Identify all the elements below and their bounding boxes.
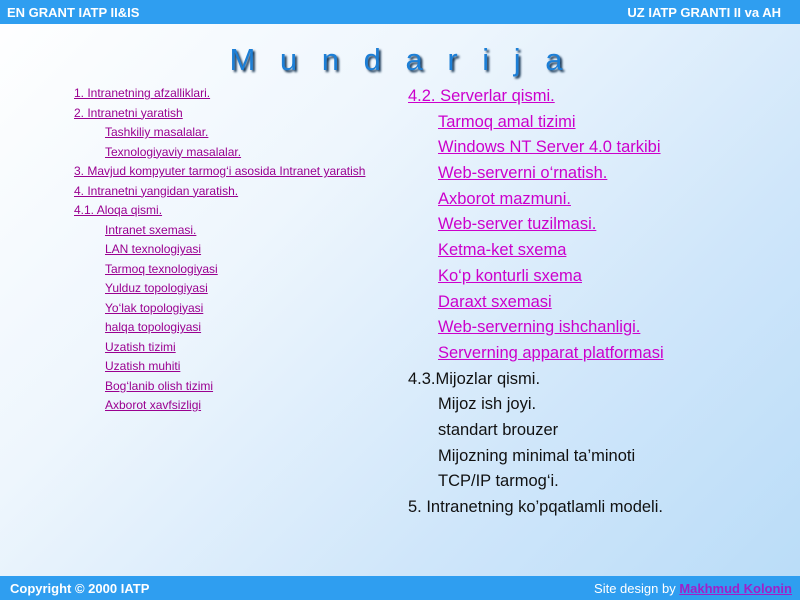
design-credit-prefix: Site design by	[594, 581, 680, 596]
toc-left-link[interactable]: Yulduz topologiyasi	[105, 281, 208, 295]
toc-left-link[interactable]: 1. Intranetning afzalliklari.	[74, 86, 211, 100]
toc-right-text: Mijoz ish joyi.	[438, 395, 537, 414]
toc-right-link[interactable]: Serverning apparat platformasi	[438, 343, 664, 362]
toc-left-link[interactable]: Intranet sxemasi.	[105, 222, 197, 237]
toc-right-link[interactable]: Axborot mazmuni.	[438, 189, 571, 208]
toc-left-link[interactable]: 4. Intranetni yangidan yaratish.	[74, 183, 239, 198]
toc-right-text: 5. Intranetning ko’pqatlamli modeli.	[408, 498, 663, 516]
toc-right-link[interactable]: Windows NT Server 4.0 tarkibi	[438, 138, 661, 157]
toc-left-link[interactable]: Tashkiliy masalalar.	[105, 125, 209, 139]
toc-left-link[interactable]: Uzatish muhiti	[105, 359, 181, 373]
toc-left-link[interactable]: 2. Intranetni yaratish	[74, 105, 183, 120]
toc-left-link[interactable]: Tarmoq texnologiyasi	[105, 261, 218, 276]
toc-right-link[interactable]: Ketma-ket sxema	[438, 241, 567, 260]
toc-right-link[interactable]: Web-serverni o‘rnatish.	[438, 164, 608, 183]
toc-right-link[interactable]: Web-server tuzilmasi.	[438, 215, 597, 234]
toc-right-link[interactable]: 4.2. Serverlar qismi.	[408, 87, 555, 105]
toc-right-text: TCP/IP tarmog‘i.	[438, 472, 559, 491]
footer-bar	[0, 576, 800, 600]
copyright-text: Copyright © 2000 IATP	[10, 581, 150, 596]
toc-left-link[interactable]: Uzatish tizimi	[105, 339, 176, 354]
page-title: M u n d a r i j a	[229, 42, 571, 77]
toc-left-link[interactable]: 3. Mavjud kompyuter tarmog‘i asosida Intranet yaratish	[74, 164, 366, 178]
toc-right-column	[408, 86, 788, 523]
toc-left-link[interactable]: Texnologiyaviy masalalar.	[105, 144, 242, 159]
toc-right-link[interactable]: Web-serverning ishchanligi.	[438, 318, 641, 337]
toc-right-link[interactable]: Daraxt sxemasi	[438, 292, 552, 311]
toc-left-column	[74, 86, 394, 418]
toc-left-link[interactable]: 4.1. Aloqa qismi.	[74, 203, 163, 217]
toc-right-text: 4.3.Mijozlar qismi.	[408, 369, 541, 388]
toc-left-link[interactable]: Bog‘lanib olish tizimi	[105, 378, 214, 393]
header-bar	[0, 0, 800, 24]
toc-right-link[interactable]: Tarmoq amal tizimi	[438, 112, 576, 131]
header-left-text: EN GRANT IATP II&IS	[7, 5, 140, 20]
toc-left-link[interactable]: LAN texnologiyasi	[105, 242, 202, 256]
toc-left-link[interactable]: Yo‘lak topologiyasi	[105, 300, 204, 315]
toc-right-text: standart brouzer	[438, 420, 559, 439]
header-right-text: UZ IATP GRANTI II va AH	[627, 5, 781, 20]
toc-left-link[interactable]: halqa topologiyasi	[105, 320, 202, 334]
toc-right-text: Mijozning minimal ta’minoti	[438, 446, 636, 465]
author-link[interactable]: Makhmud Kolonin	[679, 581, 792, 596]
design-credit	[594, 581, 792, 596]
toc-right-link[interactable]: Ko‘p konturli sxema	[438, 266, 582, 285]
toc-left-link[interactable]: Axborot xavfsizligi	[105, 398, 202, 412]
